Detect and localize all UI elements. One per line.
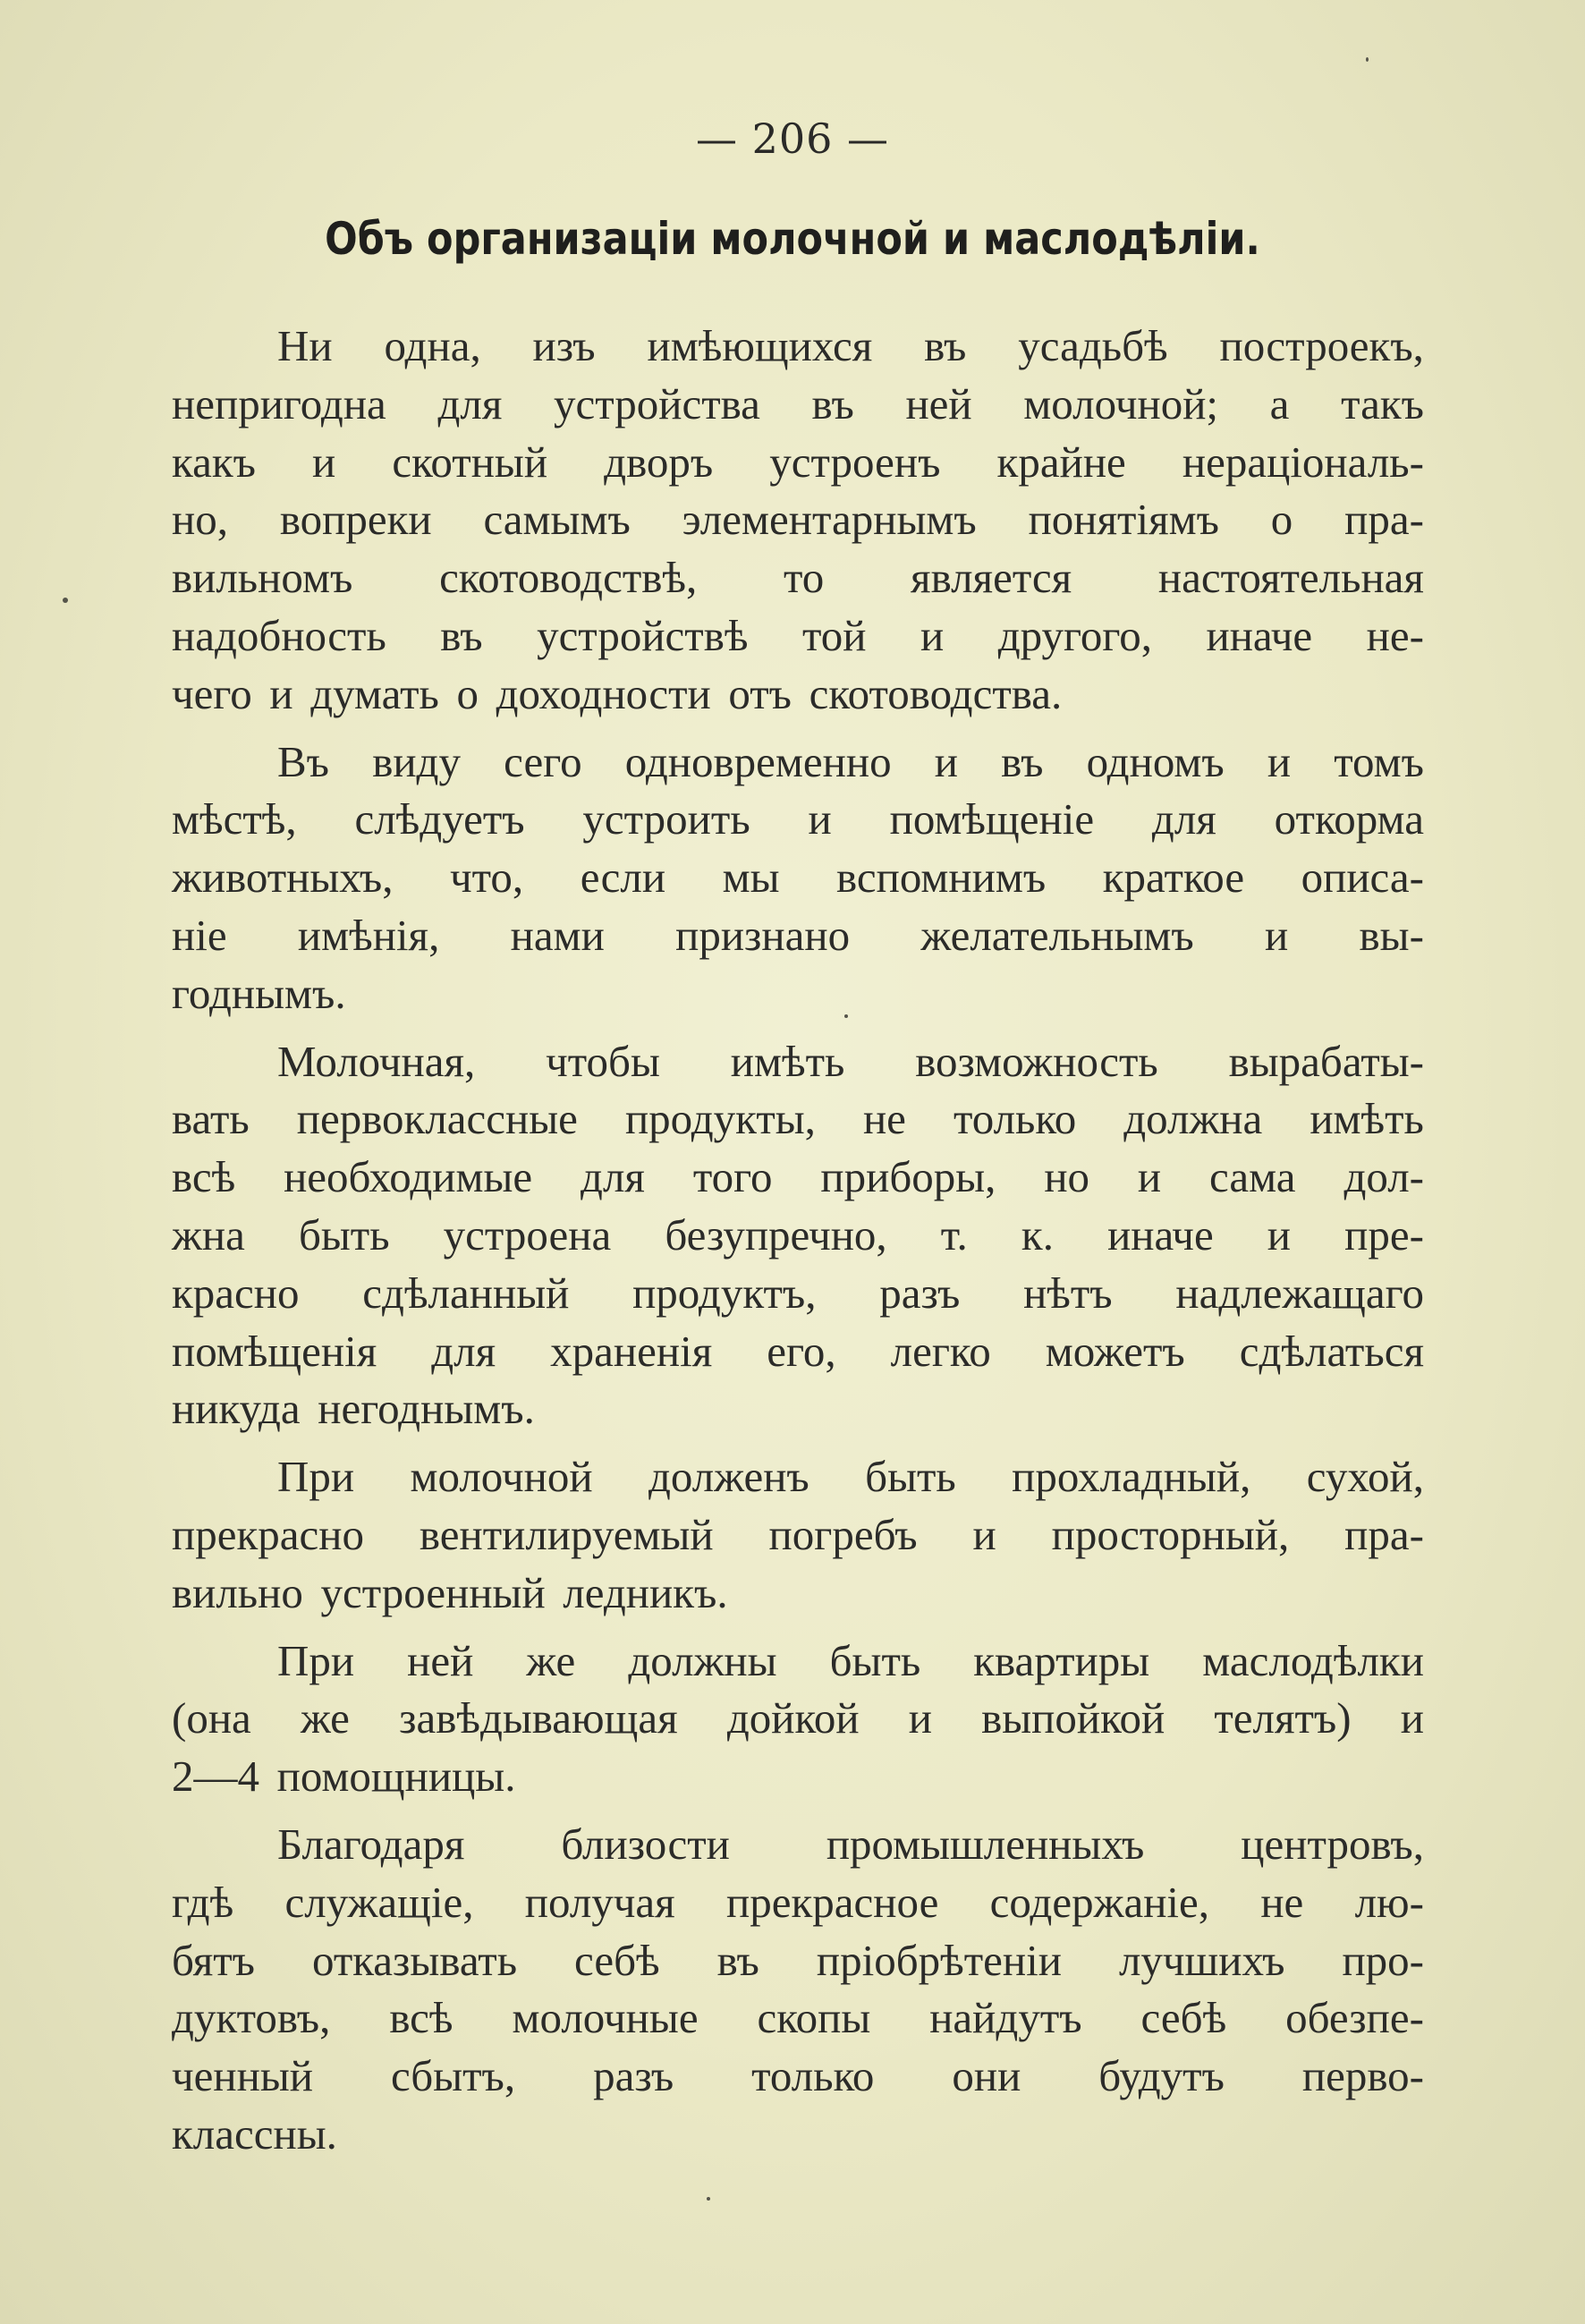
text-line: помѣщенія для храненія его, легко можетъ сдѣлаться [172,1326,1424,1376]
text-line: При молочной долженъ быть прохладный, сухой, [277,1452,1424,1502]
text-line: Въ виду сего одновременно и въ одномъ и томъ [277,736,1424,786]
section-heading: Объ организаціи молочной и маслодѣліи. [325,213,1260,265]
text-line: (она же завѣдывающая дойкой и выпойкой телятъ) и [172,1693,1424,1743]
text-line: животныхъ, что, если мы вспомнимъ краткое описа- [172,852,1424,903]
text-line: ніе имѣнія, нами признано желательнымъ и вы- [172,910,1424,960]
paragraph [172,1633,1424,1806]
text-line: жна быть устроена безупречно, т. к. иначе и пре- [172,1209,1424,1260]
text-line: красно сдѣланный продуктъ, разъ нѣтъ надлежащаго [172,1268,1424,1318]
text-line: При ней же должны быть квартиры маслодѣлки [277,1635,1424,1685]
text-line: годнымъ. [172,968,346,1018]
page-number: — 206 — [695,115,890,163]
print-speck [63,598,68,603]
text-line: вильномъ скотоводствѣ, то является настоятельная [172,553,1424,603]
text-line: вильно устроенный ледникъ. [172,1567,728,1617]
text-line: 2—4 помощницы. [172,1751,516,1802]
text-line: вать первоклассные продукты, не только должна имѣть [172,1094,1424,1144]
text-line: прекрасно вентилируемый погребъ и просторный, пра- [172,1509,1424,1559]
body-text [172,318,1424,2174]
text-line: Ни одна, изъ имѣющихся въ усадьбѣ построекъ, [277,321,1424,370]
text-line: классны. [172,2108,337,2159]
text-line: ченный сбытъ, разъ только они будутъ перво- [172,2051,1424,2101]
paragraph [172,318,1424,724]
text-line: бятъ отказывать себѣ въ пріобрѣтеніи лучшихъ про- [172,1935,1424,1985]
text-line: но, вопреки самымъ элементарнымъ понятіямъ о пра- [172,495,1424,545]
text-line: мѣстѣ, слѣдуетъ устроить и помѣщеніе для откорма [172,794,1424,844]
paragraph [172,1816,1424,2164]
paragraph [172,1448,1424,1622]
text-line: чего и думать о доходности отъ скотоводства. [172,668,1063,718]
print-speck [844,1014,848,1018]
text-line: всѣ необходимые для того приборы, но и сама дол- [172,1152,1424,1202]
text-line: Благодаря близости промышленныхъ центровъ, [277,1819,1424,1869]
text-line: непригодна для устройства въ ней молочной; а такъ [172,378,1424,428]
paragraph [172,1033,1424,1439]
text-line: надобность въ устройствѣ той и другого, иначе не- [172,610,1424,660]
text-line: Молочная, чтобы имѣть возможность вырабаты- [277,1036,1424,1086]
text-line: гдѣ служащіе, получая прекрасное содержаніе, не лю- [172,1877,1424,1927]
paragraph [172,734,1424,1023]
text-line: какъ и скотный дворъ устроенъ крайне нераціональ- [172,437,1424,487]
print-speck [707,2197,710,2201]
text-line: дуктовъ, всѣ молочные скопы найдутъ себѣ обезпе- [172,1993,1424,2043]
text-line: никуда негоднымъ. [172,1384,535,1434]
print-speck [1366,57,1369,62]
